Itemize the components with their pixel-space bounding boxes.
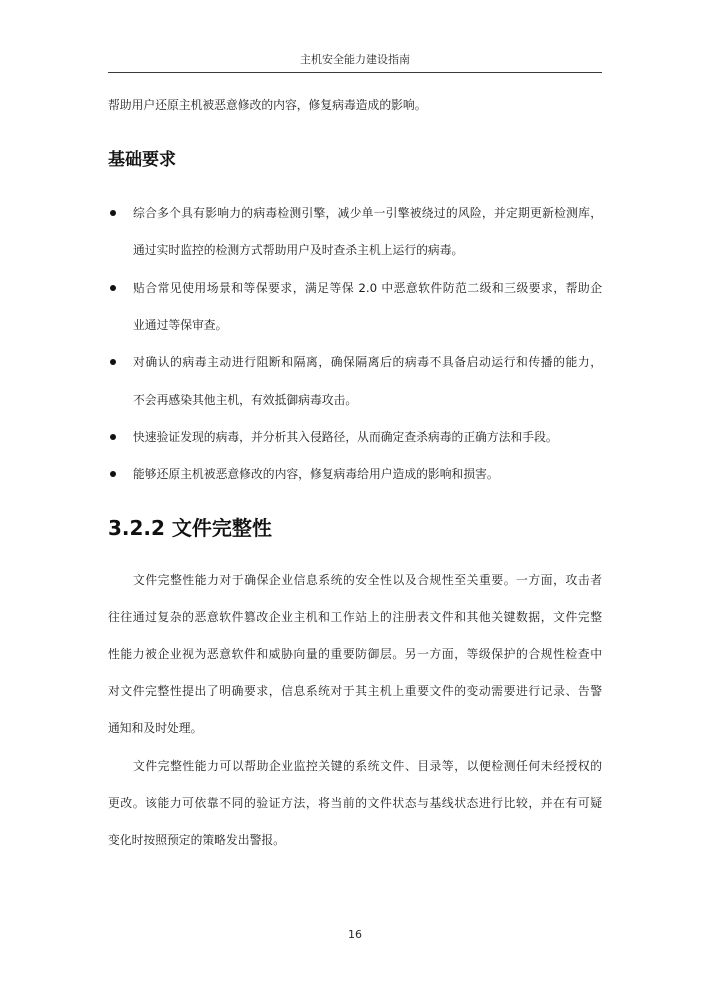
bullet-line: 能够还原主机被恶意修改的内容，修复病毒给用户造成的影响和损害。 xyxy=(133,467,499,481)
bullet-line: 通过实时监控的检测方式帮助用户及时查杀主机上运行的病毒。 xyxy=(133,243,464,257)
paragraph-line: 性能力被企业视为恶意软件和威胁向量的重要防御层。另一方面，等级保护的合规性检查中 xyxy=(108,647,602,661)
bullet-dot xyxy=(110,434,116,440)
bullet-line: 综合多个具有影响力的病毒检测引擎，减少单一引擎被绕过的风险，并定期更新检测库， xyxy=(133,206,602,220)
bullet-dot xyxy=(110,359,116,365)
section-heading-file-integrity: 3.2.2 文件完整性 xyxy=(108,516,272,540)
page-header-title: 主机安全能力建设指南 xyxy=(300,53,410,66)
paragraph-line: 文件完整性能力可以帮助企业监控关键的系统文件、目录等，以便检测任何未经授权的 xyxy=(133,759,602,773)
paragraph-line: 往往通过复杂的恶意软件篡改企业主机和工作站上的注册表文件和其他关键数据，文件完整 xyxy=(108,610,602,624)
paragraph-line: 更改。该能力可依靠不同的验证方法，将当前的文件状态与基线状态进行比较，并在有可疑 xyxy=(108,796,602,810)
bullet-line: 对确认的病毒主动进行阻断和隔离，确保隔离后的病毒不具备启动运行和传播的能力， xyxy=(133,355,602,369)
bullet-line: 不会再感染其他主机，有效抵御病毒攻击。 xyxy=(133,393,358,407)
paragraph-line: 文件完整性能力对于确保企业信息系统的安全性以及合规性至关重要。一方面，攻击者 xyxy=(133,573,602,587)
bullet-dot xyxy=(110,285,116,291)
paragraph-line: 通知和及时处理。 xyxy=(108,721,203,735)
bullet-dot xyxy=(110,210,116,216)
intro-line: 帮助用户还原主机被恶意修改的内容，修复病毒造成的影响。 xyxy=(108,98,427,112)
header-rule xyxy=(108,72,602,73)
bullet-line: 快速验证发现的病毒，并分析其入侵路径，从而确定查杀病毒的正确方法和手段。 xyxy=(133,430,558,444)
bullet-line: 贴合常见使用场景和等保要求，满足等保 2.0 中恶意软件防范二级和三级要求，帮助企 xyxy=(133,281,602,295)
paragraph-line: 对文件完整性提出了明确要求，信息系统对于其主机上重要文件的变动需要进行记录、告警 xyxy=(108,684,602,698)
bullet-dot xyxy=(110,471,116,477)
section-heading-basic-requirements: 基础要求 xyxy=(108,150,176,170)
bullet-line: 业通过等保审查。 xyxy=(133,318,228,332)
paragraph-line: 变化时按照预定的策略发出警报。 xyxy=(108,833,285,847)
page-number: 16 xyxy=(348,928,362,941)
